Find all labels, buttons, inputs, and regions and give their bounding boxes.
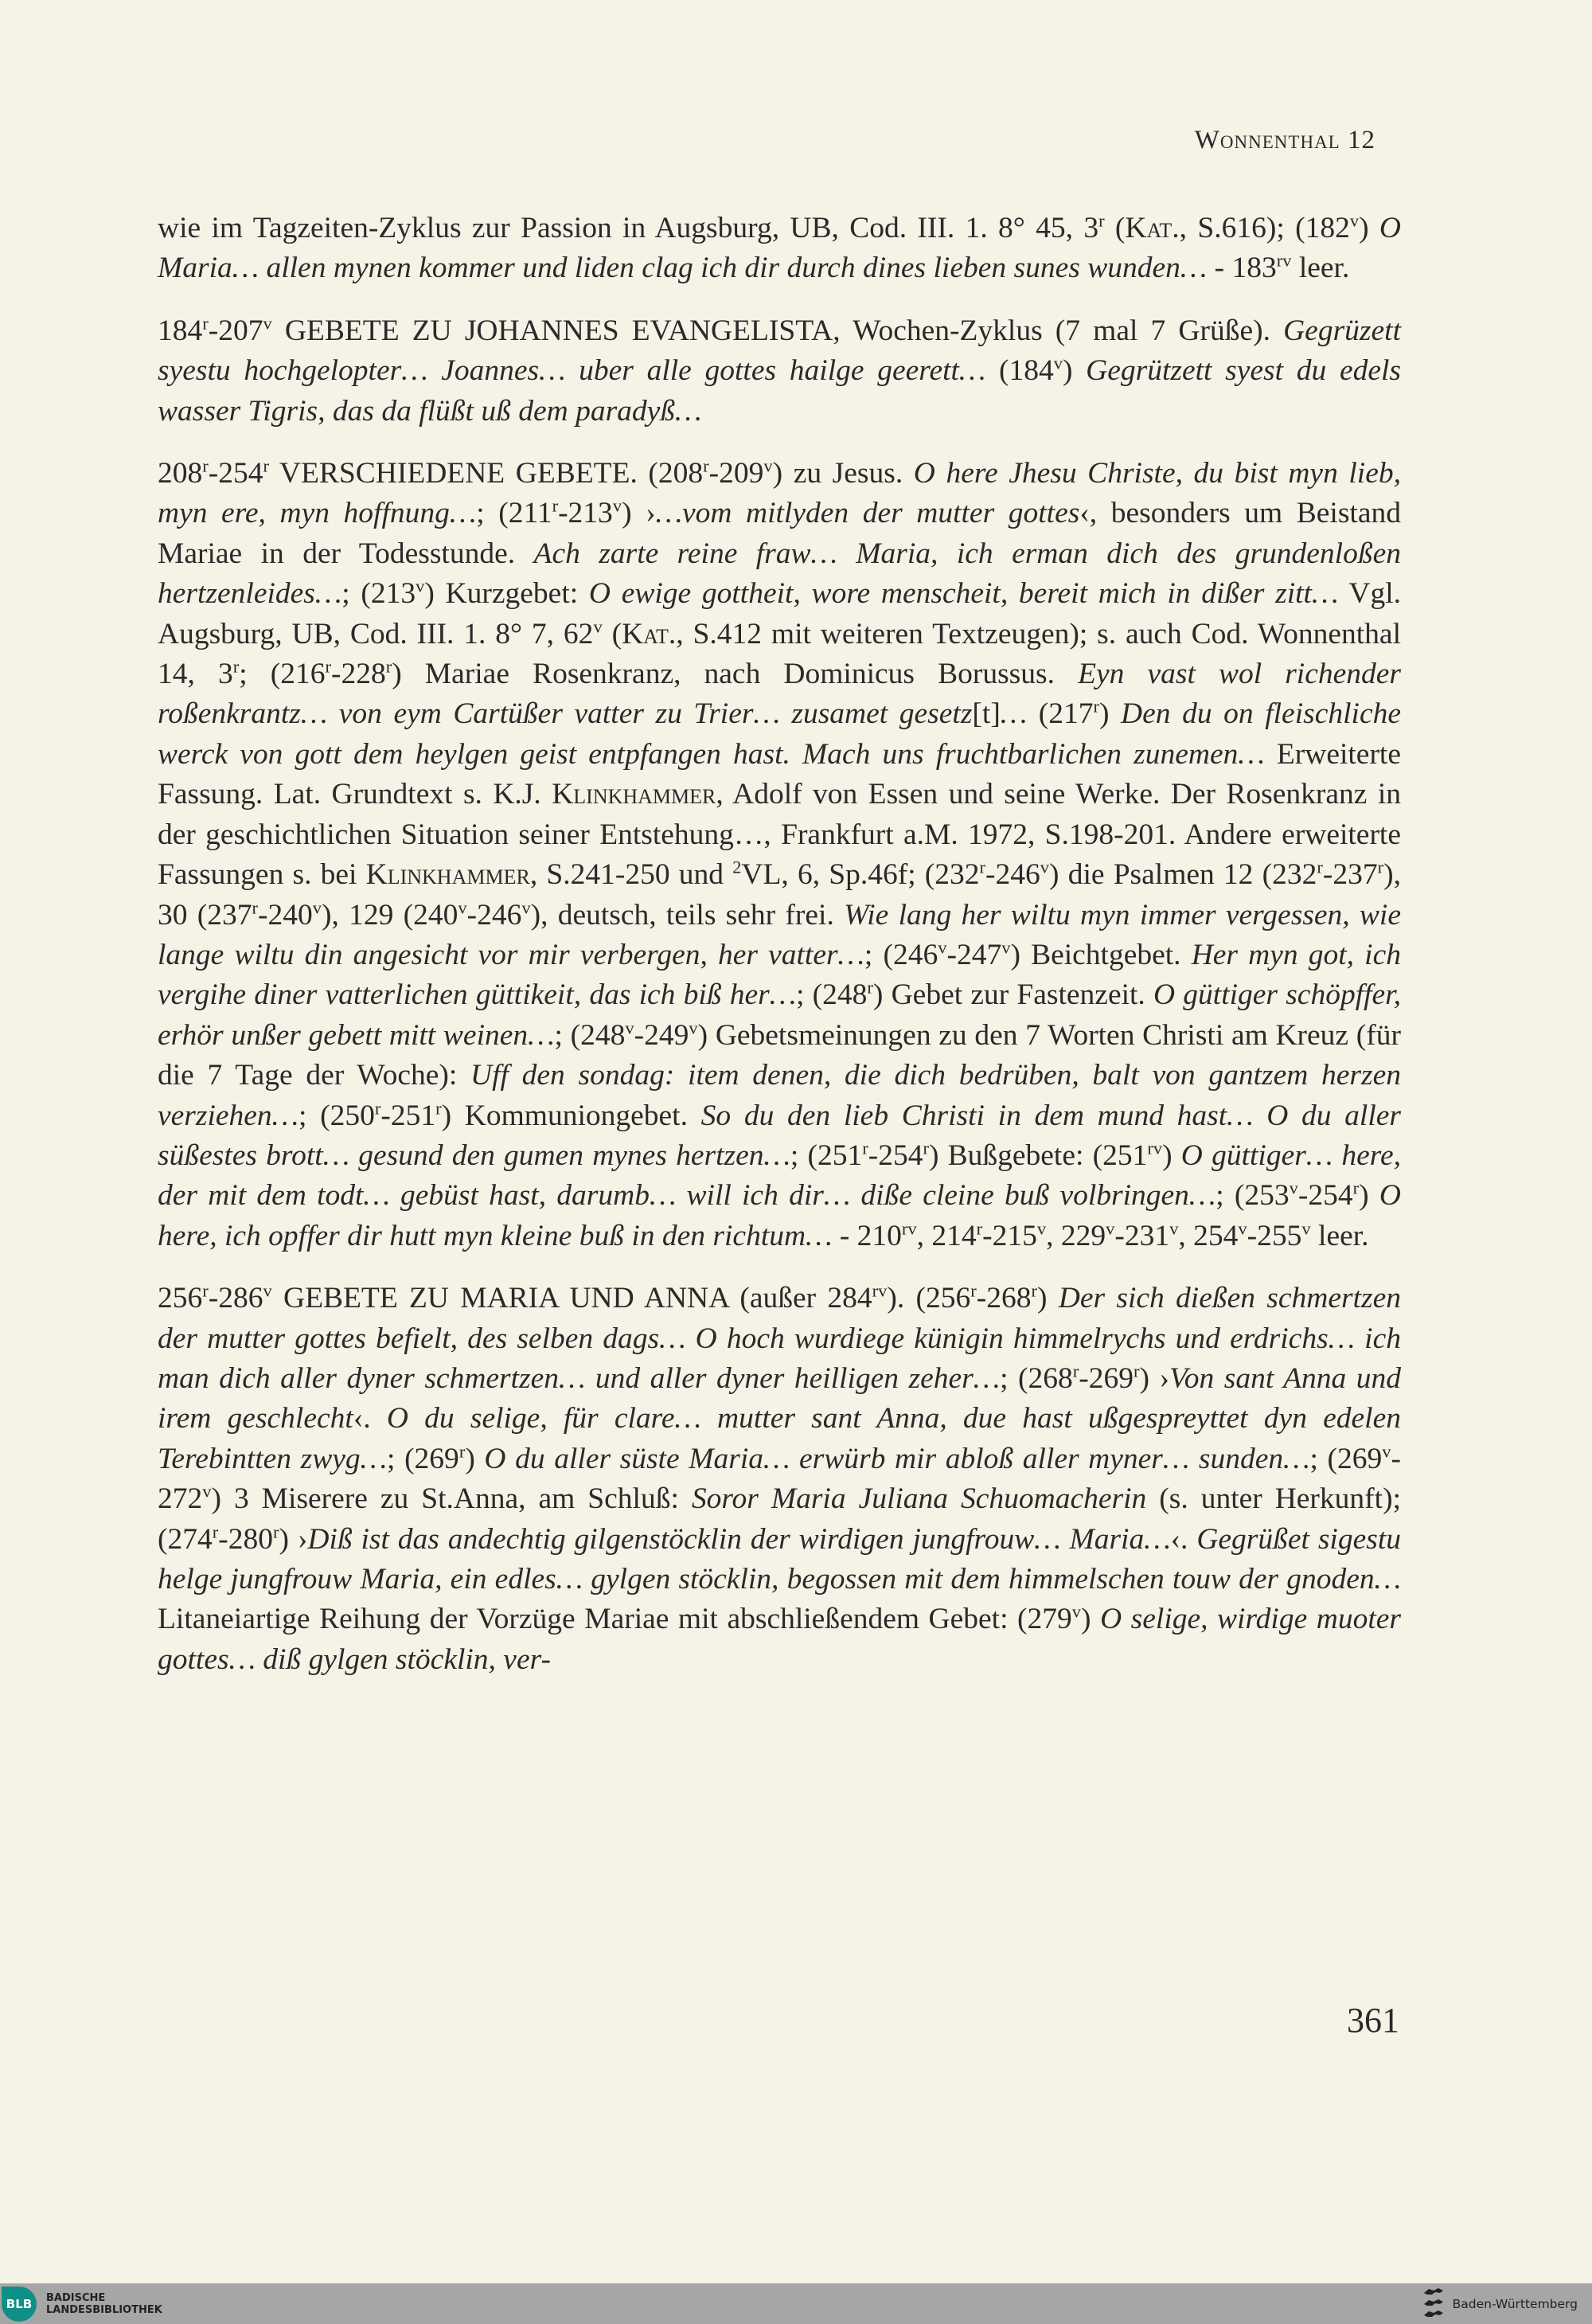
folio-superscript: rv [901, 1218, 917, 1239]
text-run: (s. unter Herkunft); (274 [158, 1482, 1401, 1556]
text-run: VL, 6, Sp.46f; (232 [741, 858, 980, 892]
folio-superscript: v [312, 897, 322, 917]
folio-superscript: v [1301, 1218, 1311, 1239]
small-caps-name: Kat. [622, 617, 677, 650]
folio-superscript: r [1098, 210, 1105, 231]
quoted-incipit: O güttiger… here, der mit dem todt… gebüst hast, darumb… will ich dir… diße cleine buß volbringen… [158, 1139, 1401, 1213]
folio-superscript: v [763, 455, 773, 476]
folio-superscript: r [1031, 1280, 1038, 1301]
quoted-incipit: Wie lang her wiltu myn immer vergessen, wie lange wiltu din angesicht vor mir verbergen, her vatter… [158, 898, 1401, 971]
text-run: ‹, besonders um Beistand Mariae in der Todesstunde. [158, 497, 1401, 570]
text-run: -268 [976, 1282, 1032, 1315]
quoted-incipit: Diß ist das andechtig gilgenstöcklin der wirdigen jungfrouw… Maria… [307, 1522, 1171, 1556]
quoted-incipit: Ach zarte reine fraw… Maria, ich erman dich des grundenloßen hertzenleides… [158, 537, 1401, 611]
text-run: ; (216 [239, 658, 326, 691]
folio-superscript: v [1106, 1218, 1115, 1239]
text-run: ) [1062, 354, 1087, 388]
quoted-incipit: Der sich dießen schmertzen der mutter gottes befielt, des selben dags… O hoch wurdiege künigin himmelrychs und erdrichs… ich man dich aller dyner schmertzen… und aller dyner heilligen zeher… [158, 1282, 1401, 1395]
entry-paragraph [158, 454, 1401, 1256]
text-run: ; (251 [790, 1139, 863, 1172]
entry-verschiedene-gebete [158, 454, 1401, 1256]
folio-superscript: v [1001, 937, 1011, 958]
text-run: , S.241-250 und [529, 858, 733, 892]
footer-bar [0, 2283, 1592, 2324]
folio-superscript: r [325, 656, 331, 677]
text-run: ; (213 [341, 577, 416, 611]
quoted-incipit: Eyn vast wol richender roßenkrantz… von eym Cartüßer vatter zu Trier… zusamet gesetz [158, 658, 1402, 731]
text-run: ) [465, 1442, 485, 1475]
text-run: (184 [985, 354, 1054, 388]
text-run: ; (211 [476, 497, 552, 530]
text-run: ) Beichtgebet. [1010, 938, 1192, 971]
text-run: ) › [622, 497, 656, 530]
text-run: -251 [380, 1099, 436, 1132]
text-run: ) [1162, 1139, 1181, 1172]
folio-superscript: r [202, 313, 209, 334]
entry-johannes-evangelista [158, 311, 1401, 432]
text-run: ) [1098, 697, 1122, 731]
text-run: 184 [158, 314, 203, 347]
folio-superscript: rv [872, 1280, 888, 1301]
blb-branding[interactable] [2, 2287, 162, 2322]
folio-superscript: v [416, 576, 425, 596]
text-run: Litaneiartige Reihung der Vorzüge Mariae mit abschließendem Gebet: (279 [158, 1603, 1072, 1636]
folio-superscript: r [1134, 1361, 1140, 1381]
folio-superscript: v [612, 495, 622, 516]
entry-continuation [158, 209, 1401, 289]
text-run: wie im Tagzeiten-Zyklus zur Passion in Augsburg, UB, Cod. III. 1. 8° 45, 3 [158, 212, 1099, 244]
text-run: ), 129 (240 [322, 898, 458, 932]
folio-superscript: r [703, 455, 709, 476]
text-run: ) Gebetsmeinungen zu den 7 Worten Christi am Kreuz (für die 7 Tage der Woche): [158, 1018, 1401, 1092]
text-run: ) zu Jesus. [772, 457, 914, 490]
text-run: -237 [1322, 858, 1378, 892]
quoted-incipit: O here Jhesu Christe, du bist myn lieb, myn ere, myn hoffnung… [158, 457, 1401, 530]
text-run: ) 3 Miserere zu St.Anna, am Schluß: [211, 1482, 692, 1516]
text-run: , Adolf von Essen und seine Werke. Der Rosenkranz in der geschichtlichen Situation seiner Entstehung…, Frankfurt a.M. 1972, S.198-201. Andere erweiterte Fassungen s. bei [158, 778, 1402, 892]
quoted-incipit: O du selige, für clare… mutter sant Anna, due hast ußgespreyttet dyn edelen Terebintten zwyg… [158, 1402, 1401, 1475]
folio-superscript: r [1072, 1361, 1079, 1381]
text-run: GEBETE ZU JOHANNES EVANGELISTA, Wochen-Zyklus (7 mal 7 Grüße). [271, 314, 1284, 347]
entry-paragraph [158, 209, 1401, 289]
small-caps-name: Klinkhammer [365, 858, 530, 892]
folio-superscript: r [976, 1218, 983, 1239]
folio-superscript: v [1289, 1178, 1298, 1198]
text-run: ) [1359, 212, 1379, 244]
library-name-line2: LANDESBIBLIOTHEK [46, 2303, 162, 2316]
folio-superscript: r [202, 455, 209, 476]
small-caps-name: Kat. [1125, 212, 1180, 244]
folio-superscript: r [1317, 857, 1323, 877]
folio-superscript: r [1377, 857, 1384, 877]
text-run: ) Mariae Rosenkranz, nach Dominicus Borussus. [392, 658, 1079, 691]
text-run: ) › [1139, 1361, 1169, 1395]
quoted-incipit: Den du on fleischliche werck von gott dem heylgen geist entpfangen hast. Mach uns fruchtbarlichen zunemen… [158, 697, 1401, 771]
text-run: ; (269 [1309, 1442, 1383, 1475]
entry-paragraph [158, 1279, 1401, 1680]
text-run: Erweiterte Fassung. Lat. Grundtext s. K.J. [158, 737, 1401, 811]
folio-superscript: v [625, 1017, 634, 1038]
library-name [46, 2292, 162, 2316]
text-run: - 183 [1207, 252, 1277, 285]
folio-superscript: v [1238, 1218, 1247, 1239]
running-head: Wonnenthal 12 [1194, 126, 1375, 154]
folio-superscript: 2 [732, 857, 742, 877]
folio-superscript: r [862, 1138, 868, 1158]
text-run: ) Bußgebete: (251 [928, 1139, 1148, 1172]
text-run: ) Gebet zur Fastenzeit. [872, 978, 1153, 1012]
text-run: ), deutsch, teils sehr frei. [530, 898, 845, 932]
text-run: ). (256 [887, 1282, 971, 1315]
folio-superscript: v [689, 1017, 698, 1038]
folio-superscript: r [232, 656, 240, 677]
quoted-incipit: So du den lieb Christi in dem mund hast… O du aller süßestes brott… gesund den gumen mynes hertzen… [158, 1099, 1401, 1172]
folio-superscript: r [923, 1138, 929, 1158]
text-run: -231 [1114, 1219, 1170, 1252]
text-run: ) [1037, 1282, 1059, 1315]
bw-branding[interactable] [1422, 2285, 1578, 2322]
quoted-incipit: Gegrüzett syestu hochgelopter… Joannes… uber alle gottes hailge geerett… [158, 314, 1401, 388]
text-run: ; (246 [864, 938, 938, 971]
quoted-incipit: O ewige gottheit, wore menscheit, bereit mich in dißer zitt… [588, 577, 1339, 611]
text-run: -255 [1247, 1219, 1302, 1252]
folio-superscript: v [1040, 857, 1050, 877]
folio-superscript: v [593, 616, 603, 637]
entry-maria-und-anna [158, 1279, 1401, 1680]
text-run: leer. [1310, 1219, 1369, 1252]
text-run: VERSCHIEDENE GEBETE. (208 [269, 457, 704, 490]
text-run: -247 [946, 938, 1002, 971]
text-run: ‹. [1170, 1522, 1197, 1556]
folio-superscript: r [252, 897, 258, 917]
text-run: -213 [558, 497, 613, 530]
text-run: ) [1081, 1603, 1101, 1636]
folio-superscript: r [273, 1521, 279, 1542]
text-run: -272 [158, 1442, 1401, 1516]
blb-logo-icon: BLB [2, 2287, 37, 2322]
text-run: ) Kommuniongebet. [441, 1099, 701, 1132]
folio-superscript: v [1036, 1218, 1047, 1239]
quoted-incipit: Gegrützett syest du edels wasser Tigris, das da flüßt uß dem paradyß… [158, 354, 1401, 428]
text-run: ) die Psalmen 12 (232 [1049, 858, 1317, 892]
quoted-incipit: O Maria… allen mynen kommer und liden clag ich dir durch dines lieben sunes wunden… [158, 212, 1401, 285]
folio-superscript: v [1382, 1441, 1391, 1462]
text-run: ) [1359, 1179, 1379, 1213]
folio-superscript: r [458, 1441, 466, 1462]
library-name-line1: BADISCHE [46, 2291, 106, 2304]
folio-superscript: r [1352, 1178, 1360, 1198]
folio-superscript: r [435, 1098, 442, 1119]
folio-superscript: r [374, 1098, 381, 1119]
text-run: ( [1104, 212, 1126, 244]
text-run: ) Kurzgebet: [424, 577, 589, 611]
quoted-incipit: Gegrüßet sigestu helge jungfrouw Maria, ein edles… gylgen stöcklin, begossen mit dem himmelschen touw der gnoden… [158, 1522, 1401, 1596]
quoted-incipit: O güttiger schöpffer, erhör unßer gebett mitt weinen… [158, 978, 1401, 1052]
small-caps-name: Klinkhammer [552, 778, 716, 811]
state-name: Baden-Württemberg [1452, 2296, 1578, 2311]
text-run: ; (253 [1215, 1179, 1290, 1213]
text-run: , S.412 mit weiteren Textzeugen); s. auch Cod. Wonnenthal 14, 3 [158, 617, 1401, 691]
folio-superscript: rv [1147, 1138, 1163, 1158]
text-run: Vgl. Augsburg, UB, Cod. III. 1. 8° 7, 62 [158, 577, 1401, 650]
folio-superscript: v [202, 1481, 212, 1502]
folio-superscript: v [1349, 210, 1360, 231]
text-run: -269 [1079, 1361, 1134, 1395]
entry-paragraph [158, 311, 1401, 432]
text-run: , S.616); (182 [1179, 212, 1350, 244]
text-run: -246 [985, 858, 1040, 892]
quoted-incipit: O du aller süste Maria… erwürb mir abloß aller myner… sunden… [484, 1442, 1310, 1475]
folio-superscript: r [212, 1521, 219, 1542]
text-run: 208 [158, 457, 203, 490]
text-run: -207 [208, 314, 263, 347]
text-run: -254 [208, 457, 263, 490]
folio-superscript: r [552, 495, 559, 516]
folio-superscript: v [263, 1280, 272, 1301]
quoted-incipit: …vom mitlyden der mutter gottes [655, 497, 1080, 530]
folio-superscript: r [979, 857, 986, 877]
text-run: ‹. [353, 1402, 387, 1435]
text-run: , 214 [916, 1219, 977, 1252]
text-run: ; (248 [796, 978, 868, 1012]
text-run: [t] [972, 697, 1001, 731]
folio-superscript: v [521, 897, 531, 917]
text-run: -215 [982, 1219, 1037, 1252]
text-run: ( [602, 617, 622, 650]
text-run: -286 [208, 1282, 263, 1315]
folio-superscript: r [263, 455, 269, 476]
quoted-incipit: Her myn got, ich vergihe diner vatterlichen güttikeit, das ich biß her… [158, 938, 1401, 1012]
folio-superscript: v [263, 313, 272, 334]
text-run: -246 [466, 898, 522, 932]
text-run: 256 [158, 1282, 203, 1315]
text-run: ) › [279, 1522, 308, 1556]
folio-superscript: v [1071, 1601, 1082, 1622]
text-run: leer. [1291, 252, 1350, 285]
text-run: ; (250 [298, 1099, 375, 1132]
quoted-incipit: Uff den sondag: item denen, die dich bedrüben, balt von gantzem herzen verziehen… [158, 1059, 1401, 1132]
folio-superscript: r [867, 977, 873, 998]
text-run: -228 [330, 658, 386, 691]
text-run: , 229 [1046, 1219, 1106, 1252]
folio-superscript: r [1093, 696, 1099, 717]
text-run: GEBETE ZU MARIA UND ANNA (außer 284 [271, 1282, 872, 1315]
page-number: 361 [1347, 2001, 1399, 2040]
text-run: -254 [868, 1139, 923, 1172]
text-run: ; (268 [1000, 1361, 1073, 1395]
quoted-incipit: … [1000, 697, 1028, 731]
text-run: -209 [708, 457, 764, 490]
folio-superscript: v [458, 897, 467, 917]
folio-superscript: r [970, 1280, 977, 1301]
folio-superscript: r [202, 1280, 209, 1301]
folio-superscript: v [1053, 353, 1063, 373]
text-run: ), 30 (237 [158, 858, 1401, 932]
text-run: - 210 [832, 1219, 902, 1252]
quoted-incipit: Soror Maria Juliana Schuomacherin [691, 1482, 1147, 1516]
text-run: (217 [1027, 697, 1094, 731]
text-run: -254 [1297, 1179, 1353, 1213]
quoted-incipit: O here, ich opffer dir hutt myn kleine buß in den richtum… [158, 1179, 1401, 1252]
text-run: ; (248 [554, 1018, 626, 1052]
text-run: ; (269 [387, 1442, 459, 1475]
text-run: -240 [258, 898, 313, 932]
quoted-incipit: Von sant Anna und irem geschlecht [158, 1361, 1401, 1435]
text-run: , 254 [1178, 1219, 1239, 1252]
folio-superscript: rv [1276, 250, 1292, 271]
three-lions-coat-of-arms-icon [1422, 2285, 1445, 2322]
catalogue-text [158, 209, 1401, 1702]
folio-superscript: r [385, 656, 392, 677]
folio-superscript: v [1169, 1218, 1179, 1239]
folio-superscript: v [938, 937, 947, 958]
text-run: -280 [218, 1522, 273, 1556]
text-run: -249 [634, 1018, 689, 1052]
quoted-incipit: O selige, wirdige muoter gottes… diß gylgen stöcklin, ver- [158, 1603, 1402, 1676]
